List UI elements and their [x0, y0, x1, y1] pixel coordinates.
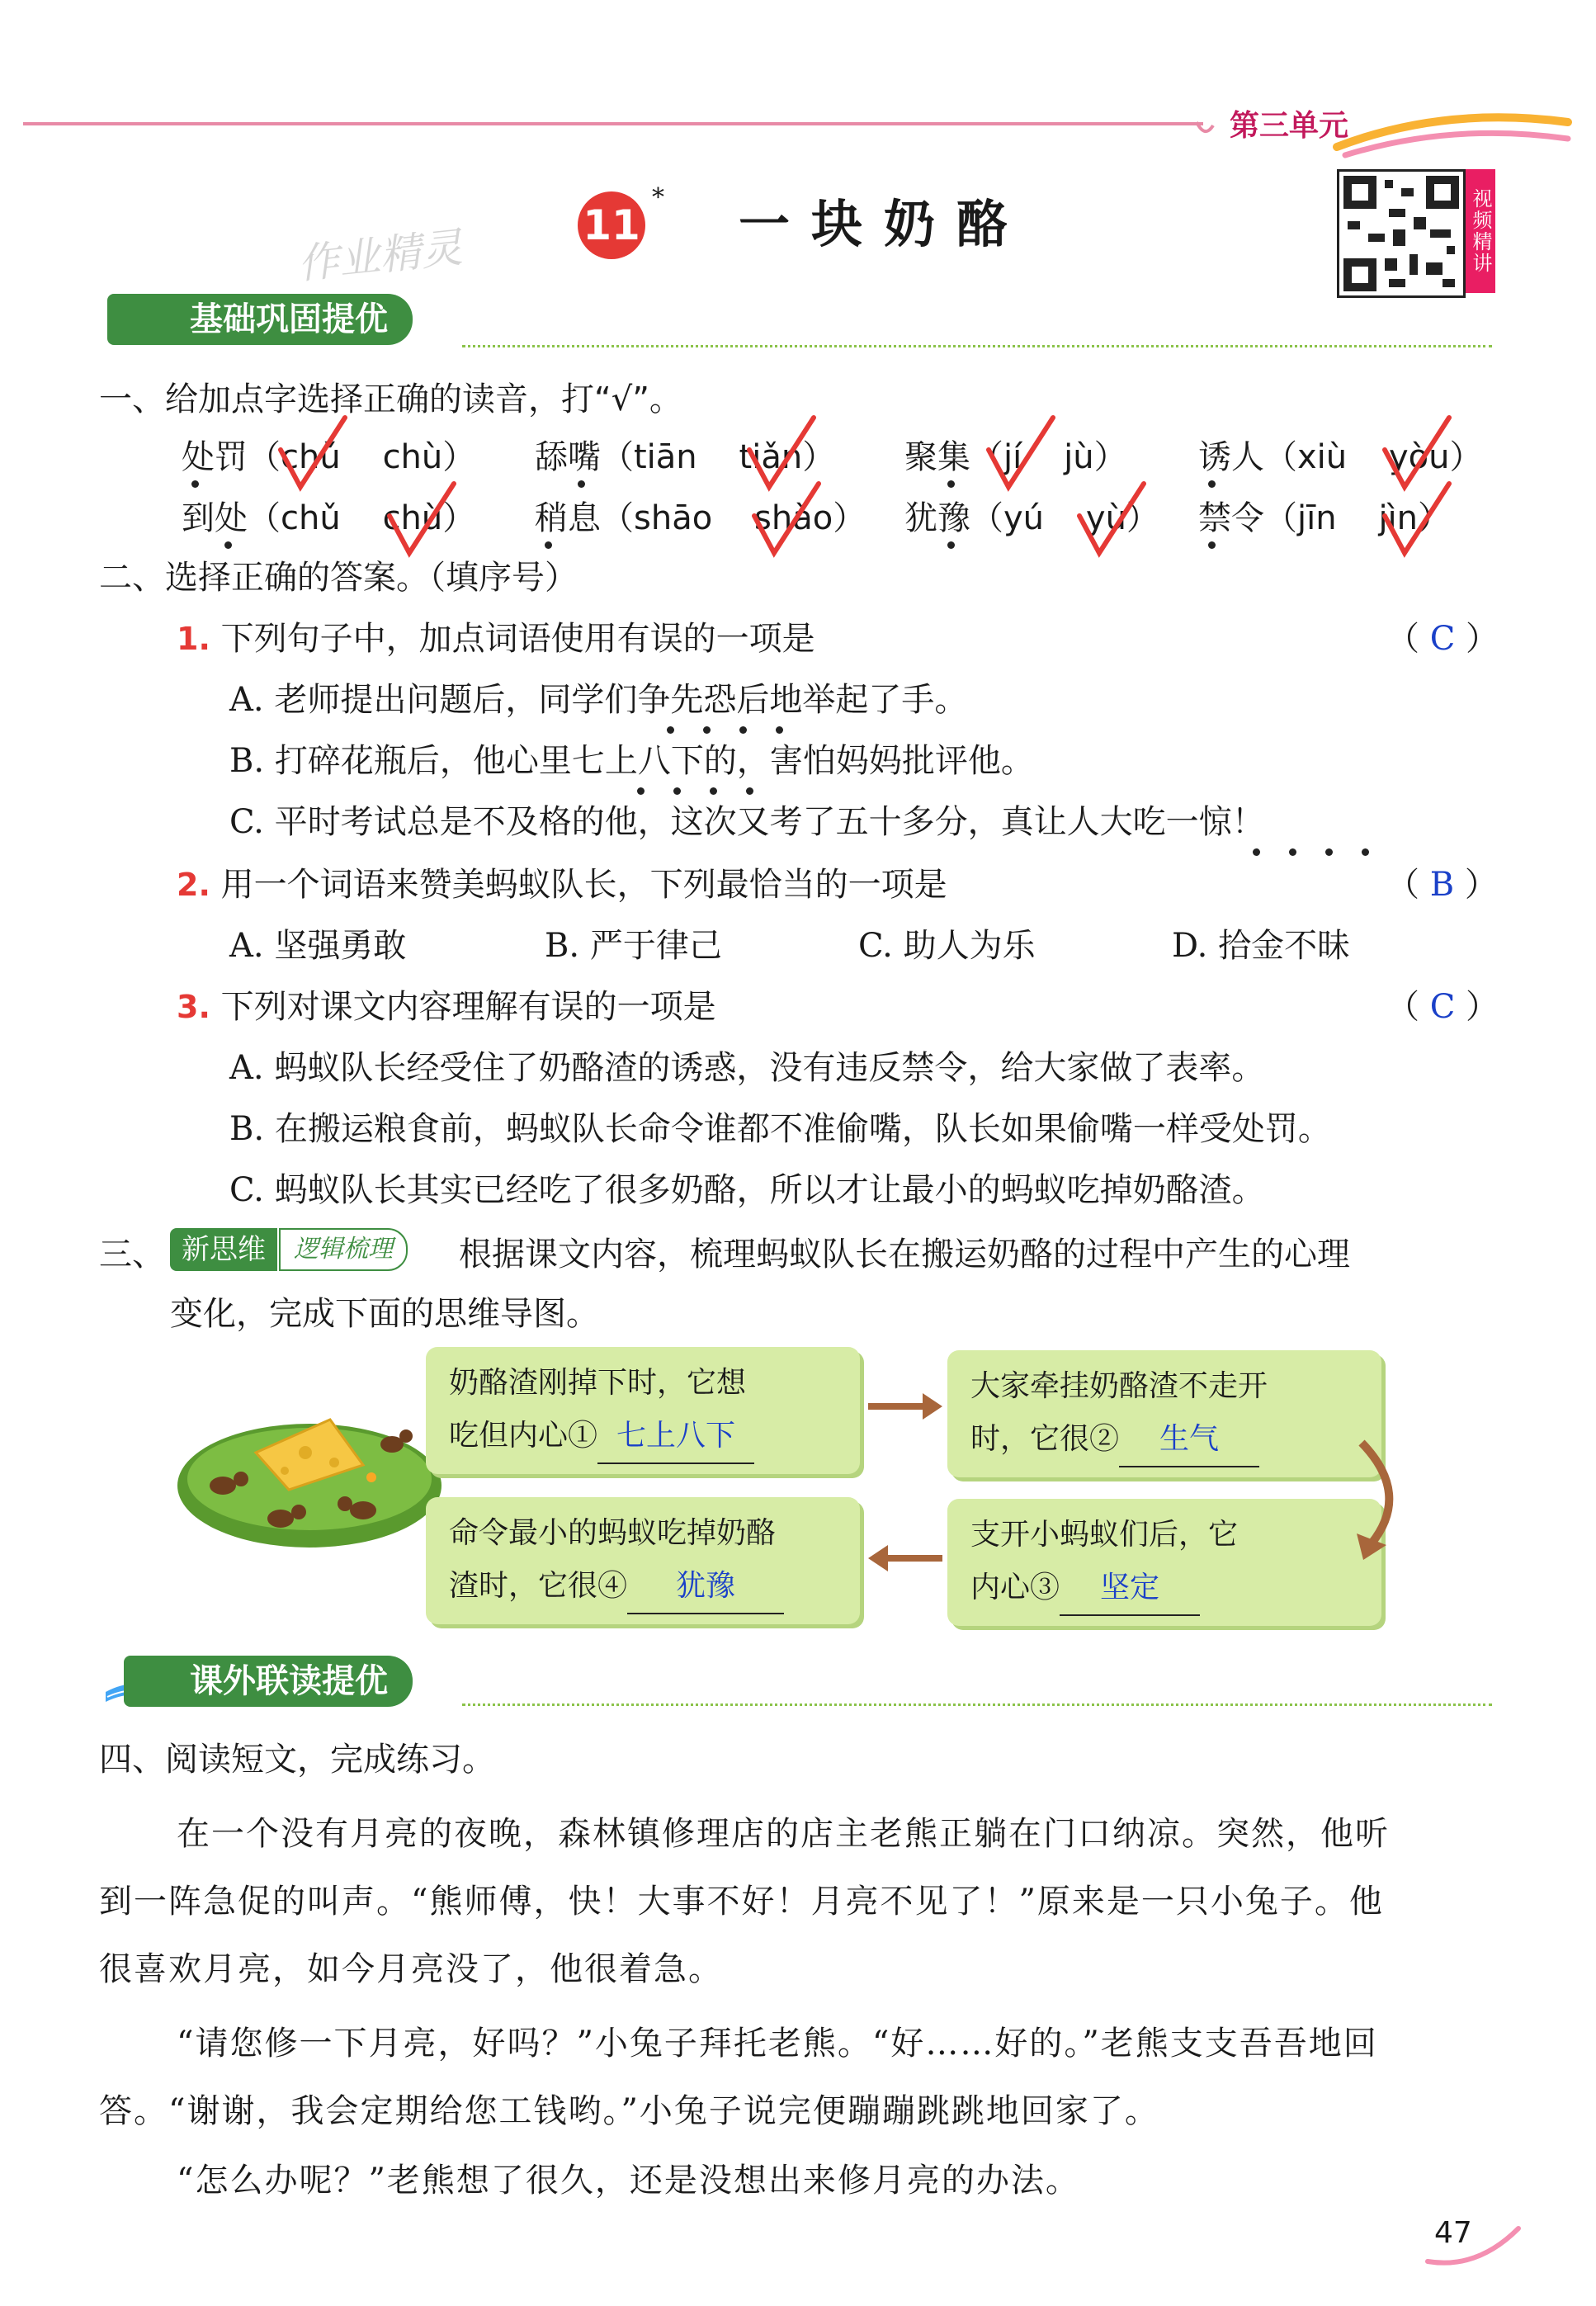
pinyin-option[interactable]: chǔ: [281, 499, 341, 537]
lesson-star: *: [652, 183, 664, 212]
q1-item-5: 到处（chǔ chù）: [182, 499, 476, 537]
emphasis-dot: [545, 541, 552, 549]
page-number: 47: [1434, 2216, 1472, 2250]
tag-logic: 逻辑梳理: [279, 1228, 408, 1271]
mindmap-blank-2[interactable]: 生气: [1119, 1413, 1259, 1467]
answer-box: （ B ）: [1386, 866, 1498, 904]
answer-value[interactable]: C: [1429, 620, 1456, 658]
option-line: A. 坚强勇敢: [229, 927, 407, 965]
tag-new-thinking: 新思维: [170, 1228, 277, 1271]
option-line: D. 拾金不昧: [1172, 927, 1351, 965]
answer-box: （ C ）: [1386, 988, 1499, 1026]
pinyin-option[interactable]: xiù: [1297, 438, 1348, 476]
passage-line: 到一阵急促的叫声。“熊师傅，快！大事不好！月亮不见了！”原来是一只小兔子。他: [99, 1883, 1384, 1921]
q1-word: 稍息: [535, 499, 601, 537]
pinyin-option[interactable]: jù: [1064, 438, 1094, 476]
q1-item-3: 聚集（jí jù）: [904, 438, 1127, 476]
q1-word: 聚集: [904, 438, 970, 476]
answer-value[interactable]: B: [1429, 866, 1455, 904]
section-divider: [462, 345, 1492, 347]
emphasis-dot: [710, 787, 717, 795]
emphasis-dot: [673, 787, 681, 795]
q1-item-6: 稍息（shāo shào）: [535, 499, 866, 537]
mindmap-box-3: 支开小蚂蚁们后，它 内心③ 坚定: [947, 1499, 1381, 1626]
arrow-left-icon: [868, 1542, 942, 1575]
emphasis-dot: [1289, 848, 1296, 856]
q2-title: 二、选择正确的答案。（填序号）: [99, 559, 578, 597]
pinyin-option[interactable]: tiān: [634, 438, 697, 476]
emphasis-dot: [1208, 541, 1216, 549]
option-line: C. 平时考试总是不及格的他，这次又考了五十多分，真让人大吃一惊！: [229, 803, 1265, 841]
emphasis-dot: [637, 787, 645, 795]
q1-word: 处罚: [182, 438, 248, 476]
emphasis-dot: [947, 541, 955, 549]
qr-code-icon[interactable]: [1337, 169, 1466, 298]
q4-title: 四、阅读短文，完成练习。: [99, 1741, 495, 1779]
q3-text-line-1: 根据课文内容，梳理蚂蚁队长在搬运奶酪的过程中产生的心理: [459, 1236, 1350, 1273]
q3-text-line-2: 变化，完成下面的思维导图。: [170, 1295, 599, 1333]
pinyin-option[interactable]: yù: [1085, 499, 1126, 537]
emphasis-dot: [578, 480, 585, 488]
emphasis-dot: [739, 726, 747, 734]
arrow-right-icon: [868, 1390, 942, 1423]
pinyin-option[interactable]: chù: [382, 499, 443, 537]
qr-side-label: 视频精讲: [1466, 169, 1495, 293]
mindmap-blank-3[interactable]: 坚定: [1060, 1562, 1200, 1616]
lesson-number-badge: 11: [578, 191, 645, 259]
section-divider: [462, 1704, 1492, 1706]
q1-word: 到处: [182, 499, 248, 537]
pinyin-option[interactable]: shào: [754, 499, 833, 537]
mindmap-blank-1[interactable]: 七上八下: [597, 1410, 754, 1464]
q1-word: 舔嘴: [535, 438, 601, 476]
option-line: C. 助人为乐: [858, 927, 1036, 965]
emphasis-dot: [746, 787, 753, 795]
pinyin-option[interactable]: chǔ: [281, 438, 341, 476]
check-mark-icon: [1378, 479, 1452, 561]
check-mark-icon: [748, 479, 822, 561]
q1-title: 一、给加点字选择正确的读音，打“√”。: [99, 380, 682, 418]
arrow-curve-down-icon: [1353, 1436, 1411, 1560]
emphasis-dot: [703, 726, 711, 734]
unit-label: 第三单元: [1230, 109, 1349, 143]
q2-item-3-stem: 3. 下列对课文内容理解有误的一项是: [177, 988, 716, 1026]
emphasis-dot: [191, 480, 199, 488]
pinyin-option[interactable]: chù: [382, 438, 443, 476]
question-number: 3.: [177, 989, 210, 1025]
answer-box: （ C ）: [1386, 620, 1499, 658]
emphasis-dot: [667, 726, 674, 734]
q2-item-1-stem: 1. 下列句子中，加点词语使用有误的一项是: [177, 620, 815, 658]
emphasis-dot: [776, 726, 783, 734]
ants-cheese-illustration: [173, 1387, 446, 1552]
check-mark-icon: [1073, 479, 1147, 561]
emphasis-dot: [1325, 848, 1333, 856]
mindmap-box-4: 命令最小的蚂蚁吃掉奶酪 渣时，它很④ 犹豫: [426, 1497, 860, 1624]
check-mark-icon: [383, 479, 457, 561]
emphasis-dot: [1253, 848, 1260, 856]
check-mark-icon: [274, 413, 348, 495]
section-extra-banner: 课外联读提优: [124, 1656, 413, 1707]
emphasis-dot: [947, 480, 955, 488]
option-line: B. 严于律己: [545, 927, 722, 965]
option-line: A. 老师提出问题后，同学们争先恐后地举起了手。: [229, 681, 968, 719]
emphasis-dot: [224, 541, 232, 549]
passage-line: “请您修一下月亮，好吗？”小兔子拜托老熊。“好……好的。”老熊支支吾吾地回: [177, 2025, 1378, 2063]
passage-line: “怎么办呢？”老熊想了很久，还是没想出来修月亮的办法。: [177, 2162, 1080, 2200]
option-line: A. 蚂蚁队长经受住了奶酪渣的诱惑，没有违反禁令，给大家做了表率。: [229, 1049, 1265, 1087]
pinyin-option[interactable]: jí: [1003, 438, 1022, 476]
q1-item-7: 犹豫（yú yù）: [904, 499, 1159, 537]
pinyin-option[interactable]: jìn: [1378, 499, 1419, 537]
q1-item-4: 诱人（xiù yòu）: [1198, 438, 1483, 476]
section-basic-banner: 基础巩固提优: [107, 294, 413, 345]
question-number: 2.: [177, 867, 210, 903]
mindmap-box-2: 大家牵挂奶酪渣不走开 时，它很② 生气: [947, 1350, 1381, 1477]
q1-word: 禁令: [1198, 499, 1264, 537]
pinyin-option[interactable]: tiǎn: [739, 438, 803, 476]
pinyin-option[interactable]: yú: [1003, 499, 1045, 537]
question-number: 1.: [177, 621, 210, 657]
mindmap-blank-4[interactable]: 犹豫: [627, 1560, 784, 1614]
option-line: B. 打碎花瓶后，他心里七上八下的，害怕妈妈批评他。: [229, 742, 1034, 780]
answer-value[interactable]: C: [1429, 988, 1456, 1026]
lesson-title: 一块奶酪: [739, 194, 1030, 254]
option-line: B. 在搬运粮食前，蚂蚁队长命令谁都不准偷嘴，队长如果偷嘴一样受处罚。: [229, 1110, 1331, 1148]
q1-item-2: 舔嘴（tiān tiǎn）: [535, 438, 836, 476]
q2-item-2-stem: 2. 用一个词语来赞美蚂蚁队长，下列最恰当的一项是: [177, 866, 947, 904]
watermark: 作业精灵: [295, 223, 465, 289]
pinyin-option[interactable]: shāo: [634, 499, 713, 537]
q3-prefix: 三、: [99, 1236, 165, 1273]
pinyin-option[interactable]: jīn: [1297, 499, 1337, 537]
passage-line: 在一个没有月亮的夜晚，森林镇修理店的店主老熊正躺在门口纳凉。突然，他听: [177, 1815, 1390, 1853]
mindmap-box-1: 奶酪渣刚掉下时，它想 吃但内心① 七上八下: [426, 1347, 860, 1474]
option-line: C. 蚂蚁队长其实已经吃了很多奶酪，所以才让最小的蚂蚁吃掉奶酪渣。: [229, 1171, 1265, 1209]
q1-word: 诱人: [1198, 438, 1264, 476]
emphasis-dot: [1208, 480, 1216, 488]
passage-line: 很喜欢月亮，如今月亮没了，他很着急。: [99, 1950, 723, 1988]
q1-item-1: 处罚（chǔ chù）: [182, 438, 476, 476]
q1-item-8: 禁令（jīn jìn）: [1198, 499, 1452, 537]
header-rule: [23, 122, 1203, 125]
q1-word: 犹豫: [904, 499, 970, 537]
pinyin-option[interactable]: yòu: [1389, 438, 1450, 476]
check-mark-icon: [982, 413, 1056, 495]
passage-line: 答。“谢谢，我会定期给您工钱哟。”小兔子说完便蹦蹦跳跳地回家了。: [99, 2092, 1159, 2130]
emphasis-dot: [1362, 848, 1369, 856]
